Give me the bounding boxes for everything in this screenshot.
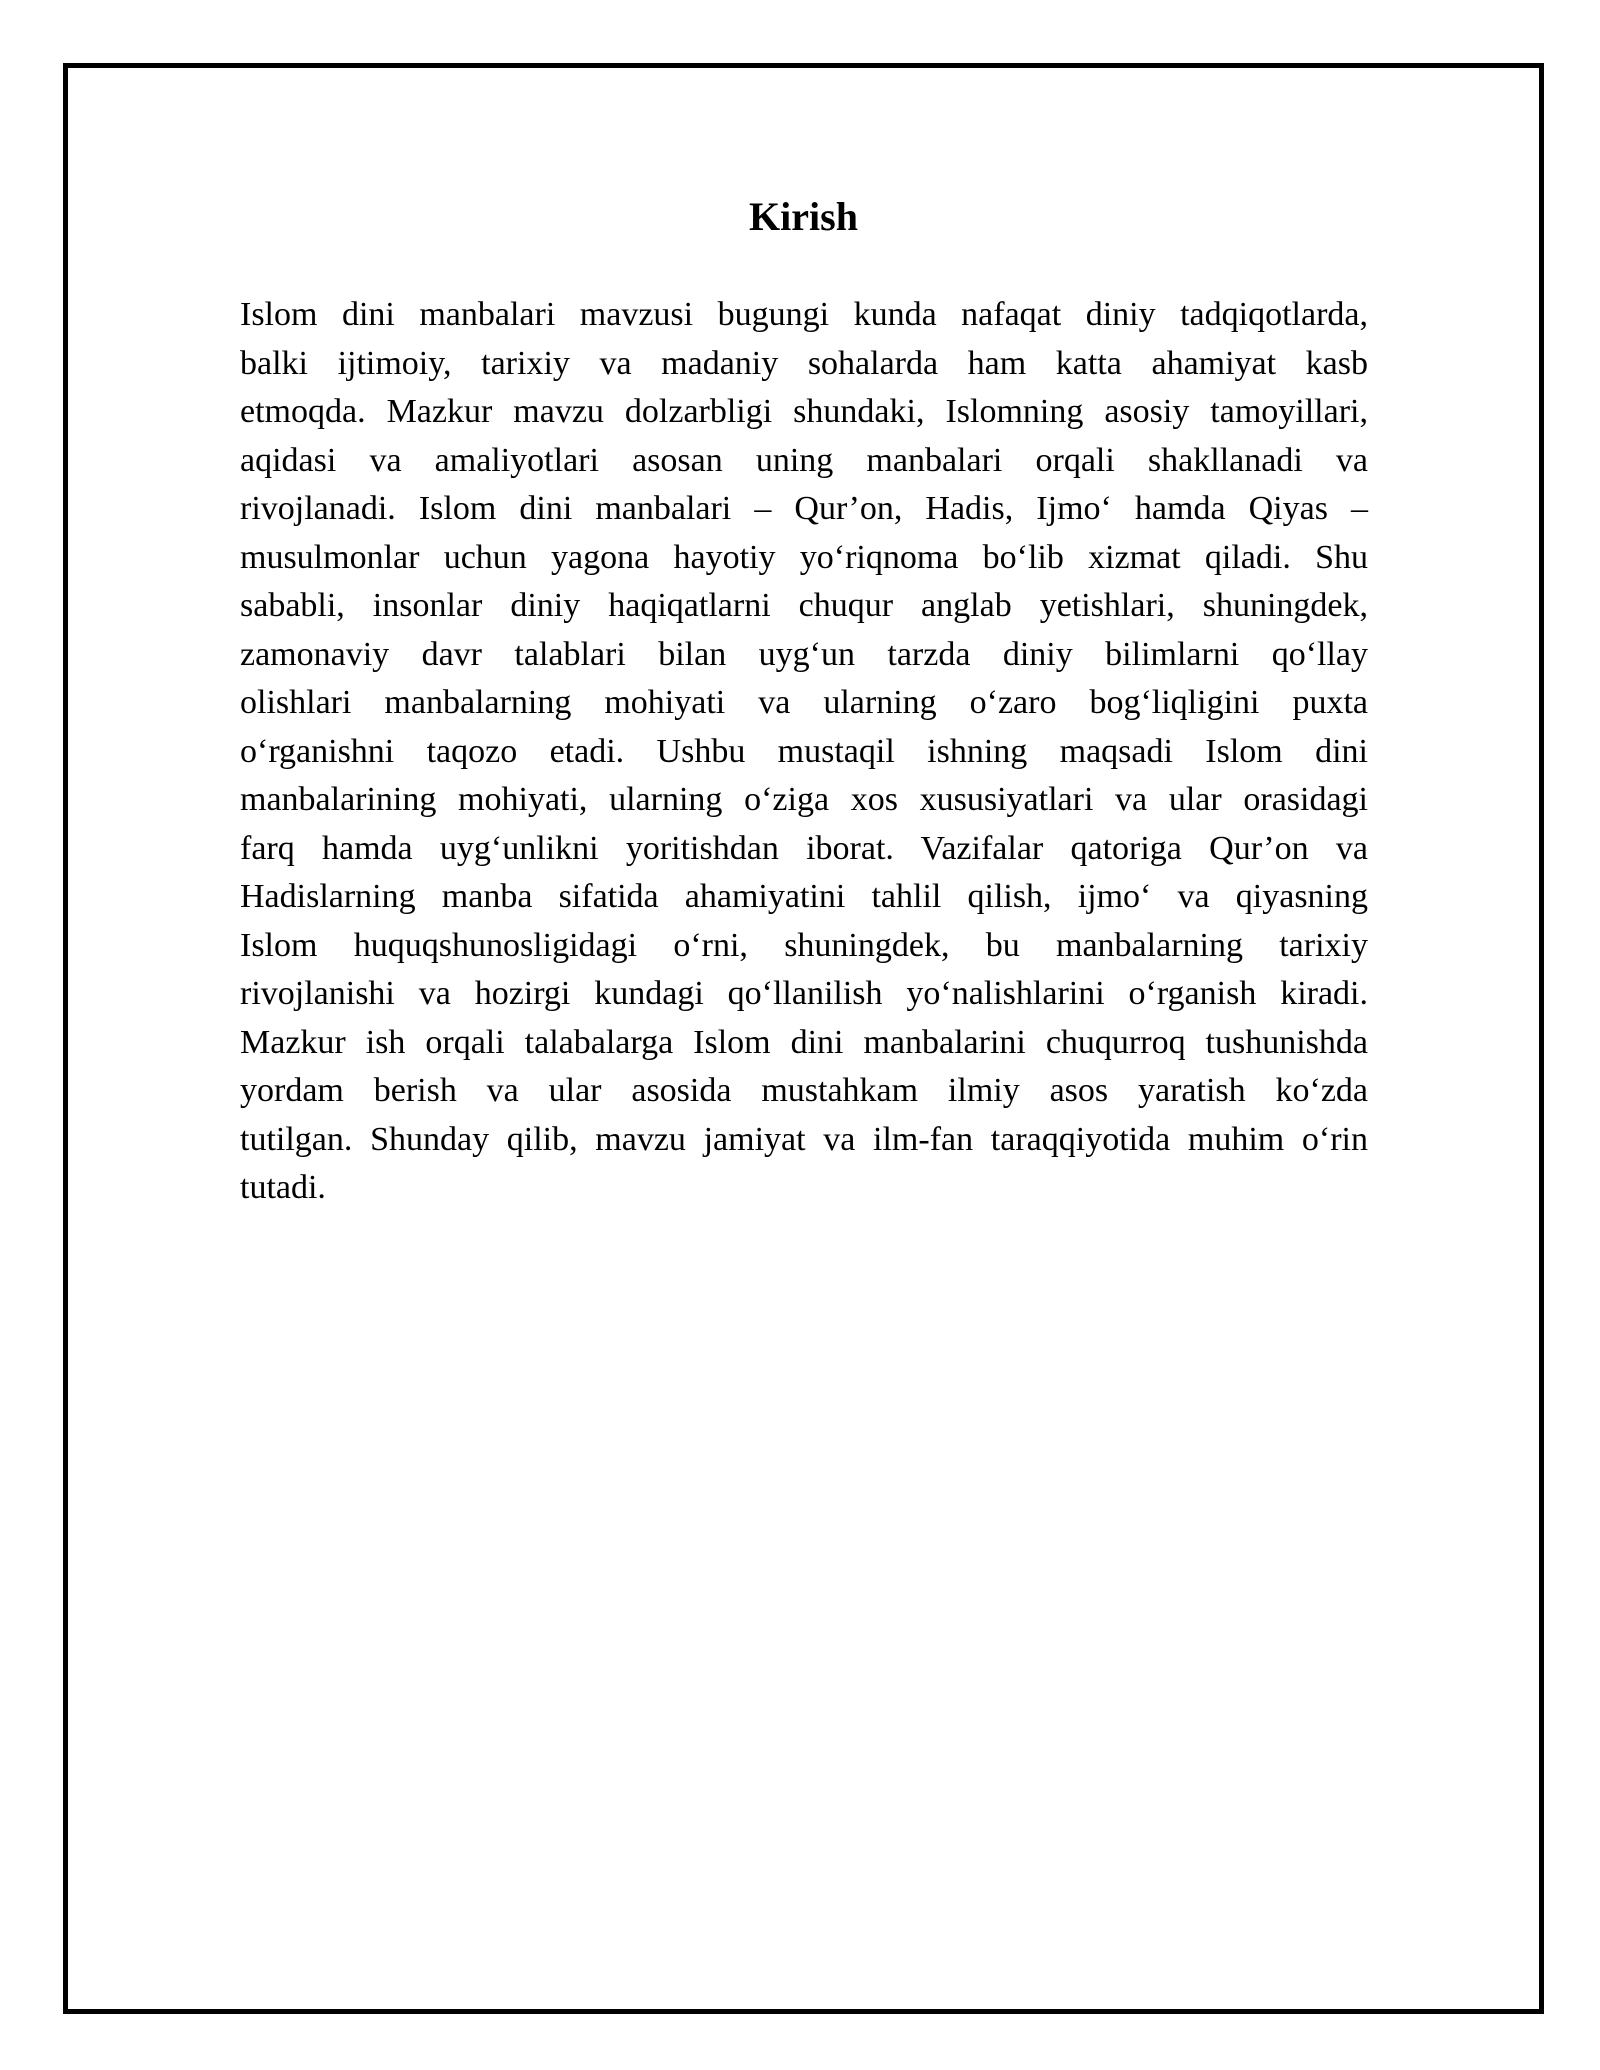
- paragraph-line: yordam berish va ular asosida mustahkam ilmiy asos yaratish ko‘zda: [240, 1072, 1368, 1109]
- paragraph-line: tutilgan. Shunday qilib, mavzu jamiyat va ilm-fan taraqqiyotida muhim o‘rin: [240, 1120, 1368, 1158]
- paragraph-line: sababli, insonlar diniy haqiqatlarni chuqur anglab yetishlari, shuningdek,: [240, 587, 1368, 624]
- paragraph-line: Islom dini manbalari mavzusi bugungi kunda nafaqat diniy tadqiqotlarda,: [240, 296, 1368, 333]
- paragraph-line: etmoqda. Mazkur mavzu dolzarbligi shundaki, Islomning asosiy tamoyillari,: [240, 393, 1368, 430]
- paragraph-line: Mazkur ish orqali talabalarga Islom dini manbalarini chuqurroq tushunishda: [240, 1023, 1368, 1061]
- paragraph-line: balki ijtimoiy, tarixiy va madaniy sohalarda ham katta ahamiyat kasb: [240, 344, 1368, 382]
- paragraph-line: rivojlanishi va hozirgi kundagi qo‘llanilish yo‘nalishlarini o‘rganish kiradi.: [240, 975, 1368, 1012]
- paragraph-line: zamonaviy davr talablari bilan uyg‘un tarzda diniy bilimlarni qo‘llay: [240, 635, 1368, 673]
- paragraph-line: farq hamda uyg‘unlikni yoritishdan iborat. Vazifalar qatoriga Qur’on va: [240, 829, 1368, 867]
- page-title: Kirish: [749, 194, 858, 239]
- paragraph-line: musulmonlar uchun yagona hayotiy yo‘riqnoma bo‘lib xizmat qiladi. Shu: [240, 538, 1368, 576]
- paragraph-line: aqidasi va amaliyotlari asosan uning manbalari orqali shakllanadi va: [240, 441, 1368, 479]
- paragraph-line: o‘rganishni taqozo etadi. Ushbu mustaqil ishning maqsadi Islom dini: [240, 732, 1368, 770]
- paragraph-line: olishlari manbalarning mohiyati va ularning o‘zaro bog‘liqligini puxta: [240, 684, 1368, 721]
- paragraph-line: Hadislarning manba sifatida ahamiyatini tahlil qilish, ijmo‘ va qiyasning: [240, 878, 1368, 915]
- body-paragraph: [240, 291, 1368, 1213]
- paragraph-line: Islom huquqshunosligidagi o‘rni, shuningdek, bu manbalarning tarixiy: [240, 926, 1368, 964]
- paragraph-line: rivojlanadi. Islom dini manbalari – Qur’on, Hadis, Ijmo‘ hamda Qiyas –: [240, 490, 1368, 527]
- paragraph-line: manbalarining mohiyati, ularning o‘ziga xos xususiyatlari va ular orasidagi: [240, 781, 1368, 818]
- page-border: [63, 63, 1544, 2014]
- paragraph-line: tutadi.: [240, 1169, 326, 1206]
